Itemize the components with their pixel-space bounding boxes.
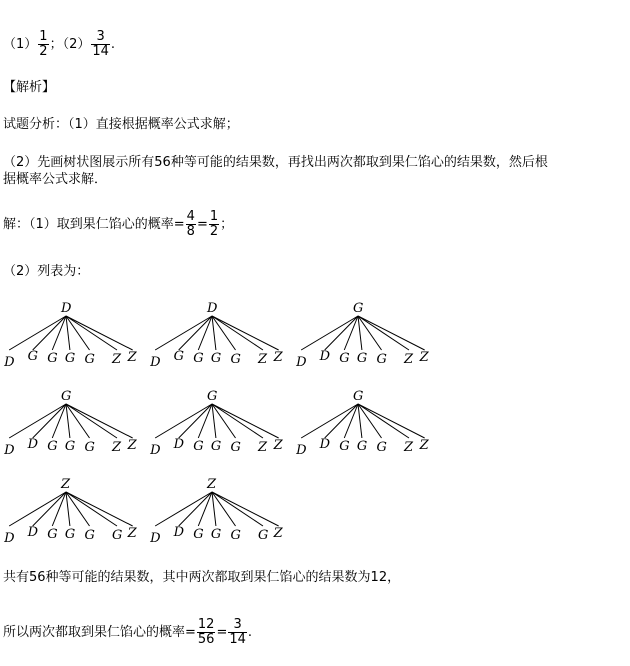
tree-leaf-label: D xyxy=(150,531,161,546)
tree-leaf-label: Z xyxy=(111,440,122,455)
tree-leaf-label: D xyxy=(4,443,15,458)
equals-sign: = xyxy=(216,625,228,640)
fraction-denominator: 56 xyxy=(197,632,215,647)
tree-leaf-label: G xyxy=(230,352,241,367)
fraction-denominator: 14 xyxy=(229,632,246,647)
tree-leaf-label: G xyxy=(210,527,222,542)
tree-root-label: Z xyxy=(207,477,217,492)
final-end: . xyxy=(247,625,253,640)
solution-prefix: 解：（1）取到果仁馅心的概率= xyxy=(3,217,185,232)
tree-root-label: G xyxy=(353,389,364,404)
tree-leaf-label: D xyxy=(296,443,307,458)
tree-branch xyxy=(358,316,409,350)
tree-leaf-label: G xyxy=(339,439,350,454)
tree-leaf-label: D xyxy=(296,355,307,370)
fraction-numerator: 3 xyxy=(228,618,247,633)
analysis-line-1: 试题分析：（1）直接根据概率公式求解； xyxy=(3,117,239,132)
fraction-denominator: 8 xyxy=(186,224,195,239)
tree-leaf-label: Z xyxy=(127,350,137,365)
tree-branch xyxy=(66,316,133,350)
tree-3 xyxy=(295,301,429,370)
tree-branch xyxy=(198,316,212,350)
tree-branch xyxy=(66,316,117,350)
fraction-numerator: 4 xyxy=(186,209,195,224)
analysis-header: 【解析】 xyxy=(3,80,56,95)
tree-7 xyxy=(3,477,137,546)
tree-leaf-label: G xyxy=(193,439,204,454)
tree-leaf-label: G xyxy=(356,439,368,454)
tree-leaf-label: G xyxy=(64,527,76,542)
tree-branch xyxy=(358,316,425,350)
answer-end: . xyxy=(110,37,116,52)
tree-branch xyxy=(212,316,263,350)
tree-leaf-label: D xyxy=(27,437,39,452)
answer-separator: ； xyxy=(49,37,63,52)
tree-leaf-label: D xyxy=(150,355,161,370)
solution-end: ； xyxy=(220,217,234,232)
tree-leaf-label: Z xyxy=(257,440,268,455)
tree-leaf-label: Z xyxy=(127,526,137,541)
tree-4 xyxy=(3,389,137,458)
tree-branch xyxy=(66,492,117,526)
answer-part2-fraction xyxy=(91,30,110,59)
tree-leaf-label: D xyxy=(150,443,161,458)
tree-leaf-label: G xyxy=(193,527,204,542)
tree-branch xyxy=(212,404,279,438)
solution-line xyxy=(3,210,233,239)
tree-branch xyxy=(344,404,358,438)
tree-root-label: D xyxy=(207,301,218,316)
fraction-numerator: 1 xyxy=(209,209,219,224)
tree-branch xyxy=(358,404,409,438)
tree-leaf-label: G xyxy=(47,527,58,542)
tree-root-label: G xyxy=(353,301,364,316)
analysis-line-2a: （2）先画树状图展示所有56种等可能的结果数，再找出两次都取到果仁馅心的结果数，然后根 xyxy=(3,155,548,170)
tree-5 xyxy=(149,389,283,458)
tree-leaf-label: Z xyxy=(273,350,283,365)
tree-branch xyxy=(358,404,425,438)
tree-leaf-label: D xyxy=(27,525,39,540)
tree-root-label: G xyxy=(61,389,72,404)
tree-leaf-label: G xyxy=(84,528,95,543)
fraction-denominator: 2 xyxy=(39,44,48,59)
fraction-denominator: 2 xyxy=(209,224,219,239)
tree-branch xyxy=(198,492,212,526)
table-intro: （2）列表为： xyxy=(3,264,90,279)
tree-leaf-label: G xyxy=(64,439,76,454)
tree-leaf-label: G xyxy=(210,439,222,454)
tree-leaf-label: Z xyxy=(403,440,414,455)
tree-branch xyxy=(212,492,279,526)
tree-leaf-label: D xyxy=(4,355,15,370)
tree-branch xyxy=(52,404,66,438)
tree-branch xyxy=(52,492,66,526)
tree-leaf-label: G xyxy=(111,528,123,543)
tree-leaf-label: G xyxy=(27,349,39,364)
final-line xyxy=(3,618,252,647)
tree-leaf-label: D xyxy=(173,437,185,452)
tree-branch xyxy=(66,492,133,526)
tree-root-label: Z xyxy=(61,477,71,492)
tree-leaf-label: G xyxy=(84,352,95,367)
tree-leaf-label: Z xyxy=(419,350,429,365)
answer-line xyxy=(3,30,115,59)
final-fraction-1 xyxy=(197,618,216,647)
tree-leaf-label: D xyxy=(173,525,185,540)
fraction-denominator: 14 xyxy=(92,44,109,59)
tree-leaf-label: G xyxy=(376,352,387,367)
final-prefix: 所以两次都取到果仁馅心的概率= xyxy=(3,625,196,640)
tree-branch xyxy=(198,404,212,438)
tree-leaf-label: D xyxy=(319,349,331,364)
solution-fraction-1 xyxy=(186,210,196,239)
tree-branch xyxy=(52,316,66,350)
tree-leaf-label: Z xyxy=(419,438,429,453)
tree-branch xyxy=(212,316,279,350)
tree-leaf-label: G xyxy=(84,440,95,455)
equals-sign: = xyxy=(196,217,208,232)
tree-leaf-label: G xyxy=(257,528,269,543)
tree-diagram xyxy=(0,290,630,560)
answer-part1-label: （1） xyxy=(3,37,38,52)
tree-2 xyxy=(149,301,283,370)
tree-leaf-label: Z xyxy=(273,438,283,453)
tree-leaf-label: G xyxy=(64,351,76,366)
tree-leaf-label: D xyxy=(319,437,331,452)
tree-leaf-label: Z xyxy=(111,352,122,367)
tree-leaf-label: G xyxy=(210,351,222,366)
tree-root-label: D xyxy=(61,301,72,316)
tree-leaf-label: G xyxy=(47,351,58,366)
tree-leaf-label: G xyxy=(193,351,204,366)
fraction-numerator: 12 xyxy=(197,617,215,632)
tree-8 xyxy=(149,477,283,546)
tree-leaf-label: Z xyxy=(257,352,268,367)
tree-leaf-label: G xyxy=(230,440,241,455)
tree-leaf-label: G xyxy=(173,349,185,364)
tree-leaf-label: G xyxy=(376,440,387,455)
answer-part1-fraction xyxy=(38,30,48,59)
total-outcomes-line: 共有56种等可能的结果数，其中两次都取到果仁馅心的结果数为12， xyxy=(3,570,401,585)
tree-1 xyxy=(3,301,137,370)
tree-root-label: G xyxy=(207,389,218,404)
tree-leaf-label: D xyxy=(4,531,15,546)
tree-leaf-label: G xyxy=(339,351,350,366)
tree-branch xyxy=(66,404,133,438)
tree-branch xyxy=(344,316,358,350)
analysis-line-2b: 据概率公式求解． xyxy=(3,172,108,187)
tree-leaf-label: G xyxy=(230,528,241,543)
answer-part2-label: （2） xyxy=(62,37,91,52)
tree-leaf-label: Z xyxy=(273,526,283,541)
solution-fraction-2 xyxy=(209,210,219,239)
tree-leaf-label: Z xyxy=(403,352,414,367)
tree-leaf-label: G xyxy=(356,351,368,366)
tree-branch xyxy=(66,404,117,438)
fraction-numerator: 1 xyxy=(39,29,48,44)
tree-leaf-label: G xyxy=(47,439,58,454)
fraction-numerator: 3 xyxy=(91,30,110,45)
final-fraction-2 xyxy=(228,618,247,647)
tree-branch xyxy=(212,492,263,526)
tree-branch xyxy=(212,404,263,438)
tree-leaf-label: Z xyxy=(127,438,137,453)
tree-6 xyxy=(295,389,429,458)
